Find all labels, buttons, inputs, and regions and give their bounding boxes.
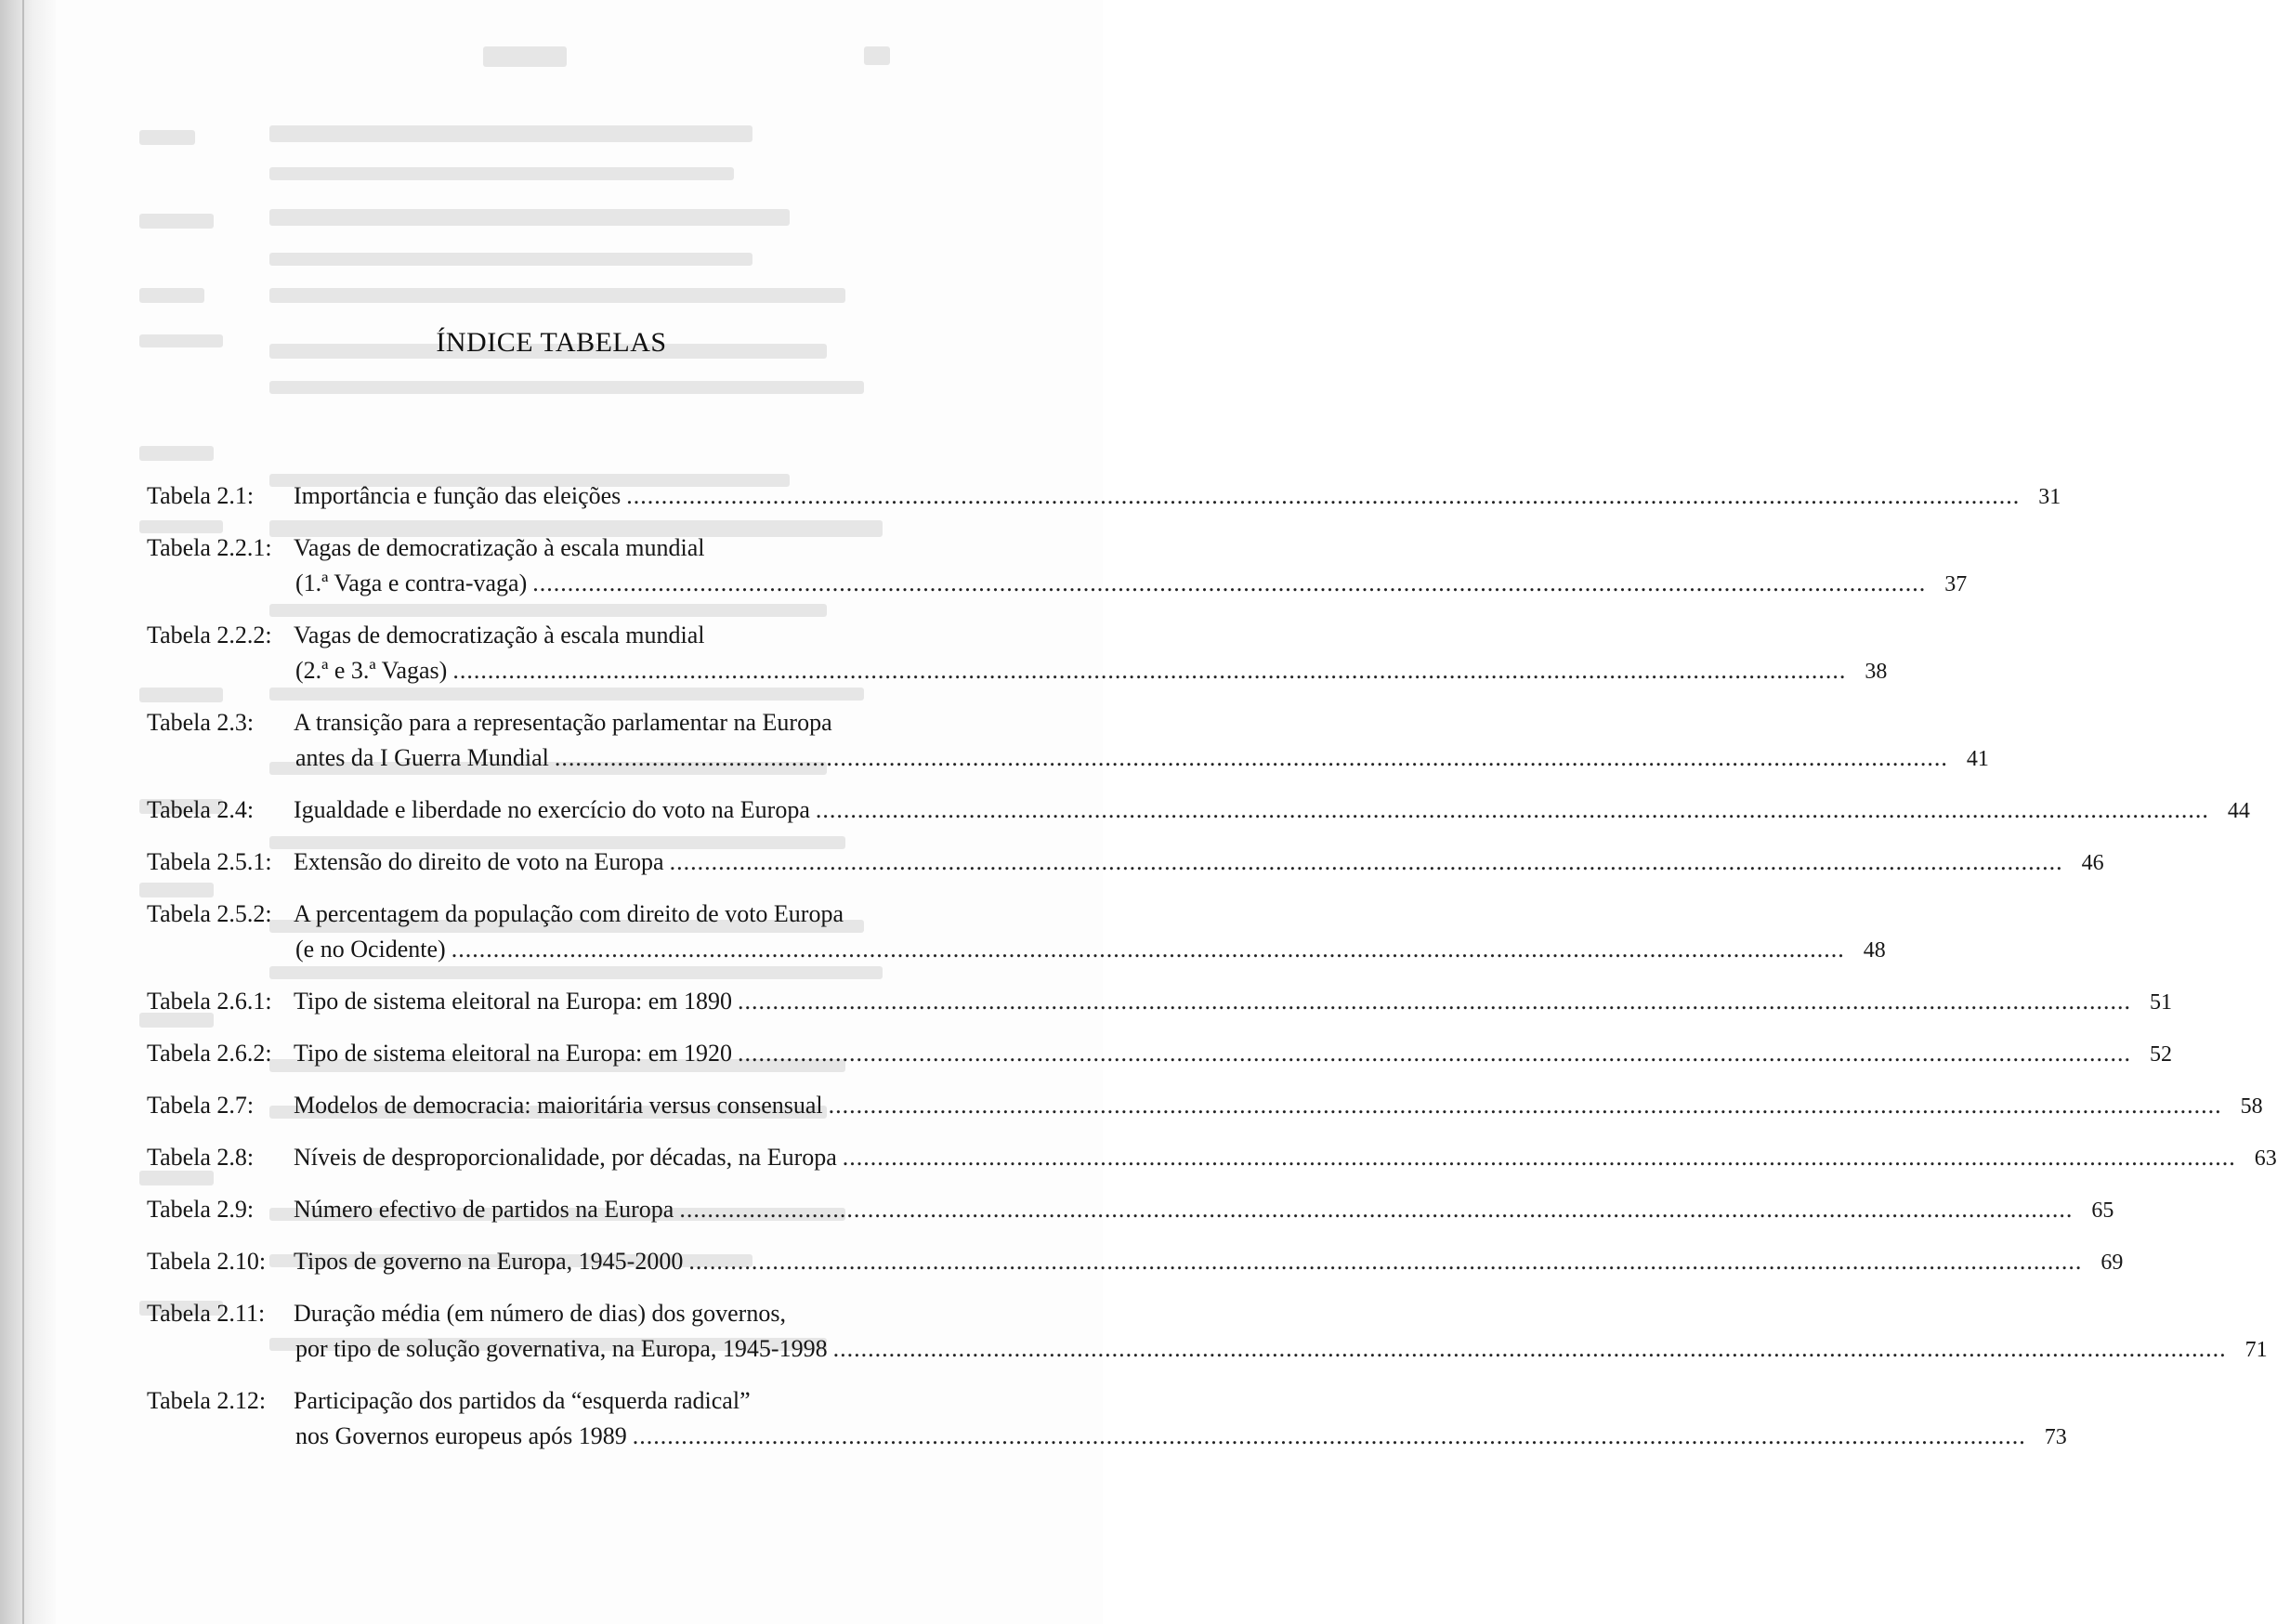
toc-entry-line (294, 1331, 2268, 1368)
toc-entry-label: Tabela 2.5.1: (147, 848, 272, 875)
toc-entry-body (294, 618, 1888, 689)
dot-leader: ........................................................................................................................................................................................................ (738, 988, 2131, 1015)
toc-entry-page-number: 73 (2044, 1425, 2067, 1449)
toc-entry-body (294, 1036, 2172, 1072)
toc-entry-body (294, 984, 2172, 1020)
toc-entry-line (294, 1383, 996, 1419)
toc-entry-page-number: 31 (2038, 485, 2061, 509)
toc-entry-line (294, 845, 2104, 881)
toc-entry-label: Tabela 2.10: (147, 1248, 267, 1275)
toc-entry-line (294, 1192, 2114, 1228)
toc-entry-title: (2.ª e 3.ª Vagas) (295, 657, 448, 684)
toc-entry-page-number: 48 (1863, 938, 1886, 963)
toc-entry-label: Tabela 2.11: (147, 1300, 266, 1327)
toc-entry-page-number: 63 (2254, 1146, 2277, 1171)
toc-entry-page-number: 46 (2081, 851, 2104, 875)
toc-entry-title: Tipos de governo na Europa, 1945-2000 (294, 1248, 684, 1275)
toc-entry-title: Tipo de sistema eleitoral na Europa: em 1890 (294, 988, 732, 1015)
toc-entry-label: Tabela 2.6.1: (147, 988, 272, 1015)
toc-entry (147, 1383, 2067, 1455)
toc-entry-line (294, 1140, 2277, 1176)
dot-leader: ........................................................................................................................................................................................................ (452, 657, 1847, 684)
dot-leader: ........................................................................................................................................................................................................ (626, 482, 2021, 509)
toc-entry-label: Tabela 2.4: (147, 796, 255, 823)
page-title: ÍNDICE TABELAS (436, 327, 667, 358)
toc-entry-line (294, 566, 1968, 602)
toc-entry-page-number: 44 (2227, 799, 2250, 823)
table-index-list (147, 478, 2277, 1471)
toc-entry-title: (e no Ocidente) (295, 936, 446, 963)
toc-entry (147, 705, 1989, 777)
toc-entry-title: (1.ª Vaga e contra-vaga) (295, 570, 528, 596)
toc-entry (147, 618, 1888, 689)
toc-entry-page-number: 65 (2091, 1198, 2114, 1223)
toc-entry-body (294, 1296, 2268, 1368)
binding-edge (22, 0, 24, 1624)
toc-entry-line (294, 653, 1888, 689)
toc-entry-title: Vagas de democratização à escala mundial (294, 534, 705, 561)
toc-entry (147, 1192, 2114, 1228)
dot-leader: ........................................................................................................................................................................................................ (532, 570, 1927, 596)
toc-entry-body (294, 792, 2250, 829)
toc-entry-label: Tabela 2.1: (147, 482, 255, 509)
toc-entry-title: Níveis de desproporcionalidade, por décadas, na Europa (294, 1144, 837, 1171)
toc-entry (147, 984, 2172, 1020)
dot-leader: ........................................................................................................................................................................................................ (832, 1335, 2227, 1362)
dot-leader: ........................................................................................................................................................................................................ (815, 796, 2209, 823)
toc-entry-page-number: 41 (1966, 747, 1989, 771)
toc-entry-label: Tabela 2.6.2: (147, 1040, 272, 1067)
dot-leader: ........................................................................................................................................................................................................ (688, 1248, 2083, 1275)
dot-leader: ........................................................................................................................................................................................................ (679, 1196, 2074, 1223)
toc-entry-body (294, 845, 2104, 881)
toc-entry-line (294, 1244, 2124, 1280)
dot-leader: ........................................................................................................................................................................................................ (842, 1144, 2236, 1171)
dot-leader: ........................................................................................................................................................................................................ (669, 848, 2063, 875)
toc-entry-label: Tabela 2.9: (147, 1196, 255, 1223)
toc-entry-page-number: 38 (1865, 660, 1888, 684)
toc-entry-title: Modelos de democracia: maioritária versus consensual (294, 1092, 823, 1119)
toc-entry-title: Importância e função das eleições (294, 482, 622, 509)
toc-entry-title: Participação dos partidos da “esquerda radical” (294, 1387, 751, 1414)
toc-entry-page-number: 71 (2244, 1338, 2268, 1362)
toc-entry-line (294, 478, 2061, 515)
toc-entry (147, 478, 2061, 515)
toc-entry-title: Extensão do direito de voto na Europa (294, 848, 664, 875)
toc-entry-line (294, 1419, 2067, 1455)
toc-entry-label: Tabela 2.3: (147, 709, 255, 736)
toc-entry-body (294, 897, 1886, 968)
toc-entry (147, 845, 2104, 881)
toc-entry (147, 1088, 2263, 1124)
toc-entry (147, 1140, 2277, 1176)
binding-shadow (0, 0, 56, 1624)
toc-entry-title: A transição para a representação parlamentar na Europa (294, 709, 832, 736)
toc-entry-line (294, 1296, 996, 1331)
toc-entry-label: Tabela 2.5.2: (147, 900, 272, 927)
toc-entry (147, 897, 1886, 968)
toc-entry-line (294, 792, 2250, 829)
toc-entry-body (294, 1140, 2277, 1176)
toc-entry (147, 530, 1968, 602)
toc-entry-line (294, 740, 1989, 777)
toc-entry-title: antes da I Guerra Mundial (295, 744, 549, 771)
toc-entry-body (294, 705, 1989, 777)
toc-entry-line (294, 984, 2172, 1020)
toc-entry-title: Tipo de sistema eleitoral na Europa: em 1920 (294, 1040, 732, 1067)
dot-leader: ........................................................................................................................................................................................................ (828, 1092, 2222, 1119)
toc-entry-page-number: 58 (2240, 1094, 2263, 1119)
toc-entry-line (294, 932, 1886, 968)
toc-entry-title: Igualdade e liberdade no exercício do voto na Europa (294, 796, 810, 823)
toc-entry-title: nos Governos europeus após 1989 (295, 1422, 627, 1449)
toc-entry-body (294, 530, 1968, 602)
toc-entry-body (294, 478, 2061, 515)
toc-entry-body (294, 1192, 2114, 1228)
toc-entry (147, 1036, 2172, 1072)
toc-entry-page-number: 37 (1944, 572, 1968, 596)
toc-entry-title: A percentagem da população com direito de voto Europa (294, 900, 844, 927)
toc-entry-line (294, 1036, 2172, 1072)
toc-entry-line (294, 705, 996, 740)
toc-entry-body (294, 1088, 2263, 1124)
toc-entry-title: por tipo de solução governativa, na Europa, 1945-1998 (295, 1335, 828, 1362)
toc-entry-title: Número efectivo de partidos na Europa (294, 1196, 674, 1223)
toc-entry-page-number: 52 (2150, 1042, 2172, 1067)
toc-entry (147, 1296, 2268, 1368)
toc-entry-label: Tabela 2.7: (147, 1092, 255, 1119)
toc-entry-body (294, 1244, 2124, 1280)
toc-entry-line (294, 618, 996, 653)
toc-entry-line (294, 530, 996, 566)
dot-leader: ........................................................................................................................................................................................................ (451, 936, 1845, 963)
dot-leader: ........................................................................................................................................................................................................ (554, 744, 1948, 771)
toc-entry-label: Tabela 2.2.2: (147, 622, 272, 648)
dot-leader: ........................................................................................................................................................................................................ (632, 1422, 2026, 1449)
toc-entry-page-number: 69 (2100, 1251, 2124, 1275)
toc-entry-label: Tabela 2.2.1: (147, 534, 272, 561)
toc-entry (147, 792, 2250, 829)
toc-entry-body (294, 1383, 2067, 1455)
toc-entry-title: Duração média (em número de dias) dos governos, (294, 1300, 786, 1327)
toc-entry-line (294, 1088, 2263, 1124)
toc-entry-title: Vagas de democratização à escala mundial (294, 622, 705, 648)
toc-entry-label: Tabela 2.12: (147, 1387, 267, 1414)
toc-entry (147, 1244, 2124, 1280)
toc-entry-label: Tabela 2.8: (147, 1144, 255, 1171)
toc-entry-page-number: 51 (2150, 990, 2172, 1015)
dot-leader: ........................................................................................................................................................................................................ (738, 1040, 2131, 1067)
toc-entry-line (294, 897, 996, 932)
